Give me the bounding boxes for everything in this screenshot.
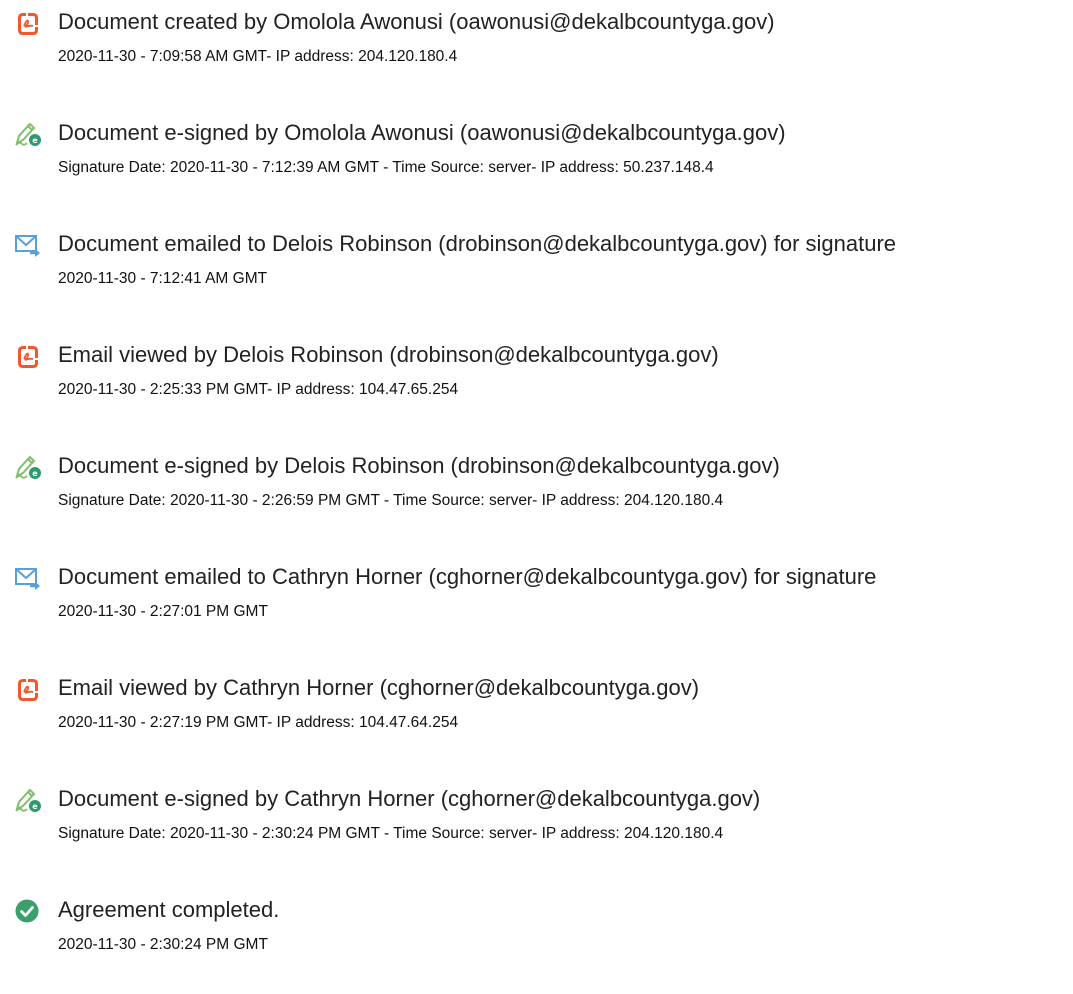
- audit-event: [0, 7, 1073, 87]
- event-detail: Signature Date: 2020-11-30 - 2:26:59 PM GMT - Time Source: server- IP address: 204.120.180.4: [58, 492, 724, 509]
- audit-event: [0, 673, 1073, 753]
- svg-text:e: e: [32, 469, 38, 478]
- event-detail: 2020-11-30 - 2:25:33 PM GMT- IP address: 104.47.65.254: [58, 381, 459, 398]
- svg-text:e: e: [32, 136, 38, 145]
- agreement-completed-icon: [14, 898, 42, 924]
- e-signed-icon: [14, 454, 42, 480]
- event-detail: 2020-11-30 - 2:27:01 PM GMT: [58, 603, 268, 620]
- event-title: Document emailed to Delois Robinson (drobinson@dekalbcountyga.gov) for signature: [58, 231, 897, 256]
- event-title: Document e-signed by Cathryn Horner (cghorner@dekalbcountyga.gov): [58, 786, 761, 811]
- audit-event: [0, 229, 1073, 309]
- audit-event: [0, 562, 1073, 642]
- audit-event: [0, 784, 1073, 864]
- e-signed-icon: [14, 787, 42, 813]
- event-detail: 2020-11-30 - 2:27:19 PM GMT- IP address: 104.47.64.254: [58, 714, 459, 731]
- event-detail: 2020-11-30 - 7:12:41 AM GMT: [58, 270, 268, 287]
- event-title: Document e-signed by Omolola Awonusi (oawonusi@dekalbcountyga.gov): [58, 120, 786, 145]
- event-title: Email viewed by Delois Robinson (drobinson@dekalbcountyga.gov): [58, 342, 719, 367]
- event-detail: Signature Date: 2020-11-30 - 7:12:39 AM GMT - Time Source: server- IP address: 50.237.148.4: [58, 159, 714, 176]
- event-title: Document created by Omolola Awonusi (oawonusi@dekalbcountyga.gov): [58, 9, 775, 34]
- event-detail: Signature Date: 2020-11-30 - 2:30:24 PM GMT - Time Source: server- IP address: 204.120.180.4: [58, 825, 724, 842]
- email-sent-icon: [14, 232, 42, 258]
- event-title: Email viewed by Cathryn Horner (cghorner@dekalbcountyga.gov): [58, 675, 700, 700]
- audit-event: [0, 895, 1073, 975]
- e-signed-icon: [14, 121, 42, 147]
- event-detail: 2020-11-30 - 7:09:58 AM GMT- IP address: 204.120.180.4: [58, 48, 458, 65]
- event-detail: 2020-11-30 - 2:30:24 PM GMT: [58, 936, 268, 953]
- document-created-icon: [14, 10, 42, 36]
- audit-event: [0, 340, 1073, 420]
- event-title: Document e-signed by Delois Robinson (drobinson@dekalbcountyga.gov): [58, 453, 780, 478]
- svg-text:e: e: [32, 802, 38, 811]
- email-viewed-icon: [14, 676, 42, 702]
- event-title: Agreement completed.: [58, 897, 280, 922]
- audit-event: [0, 451, 1073, 531]
- audit-event: [0, 118, 1073, 198]
- email-sent-icon: [14, 565, 42, 591]
- event-title: Document emailed to Cathryn Horner (cghorner@dekalbcountyga.gov) for signature: [58, 564, 877, 589]
- email-viewed-icon: [14, 343, 42, 369]
